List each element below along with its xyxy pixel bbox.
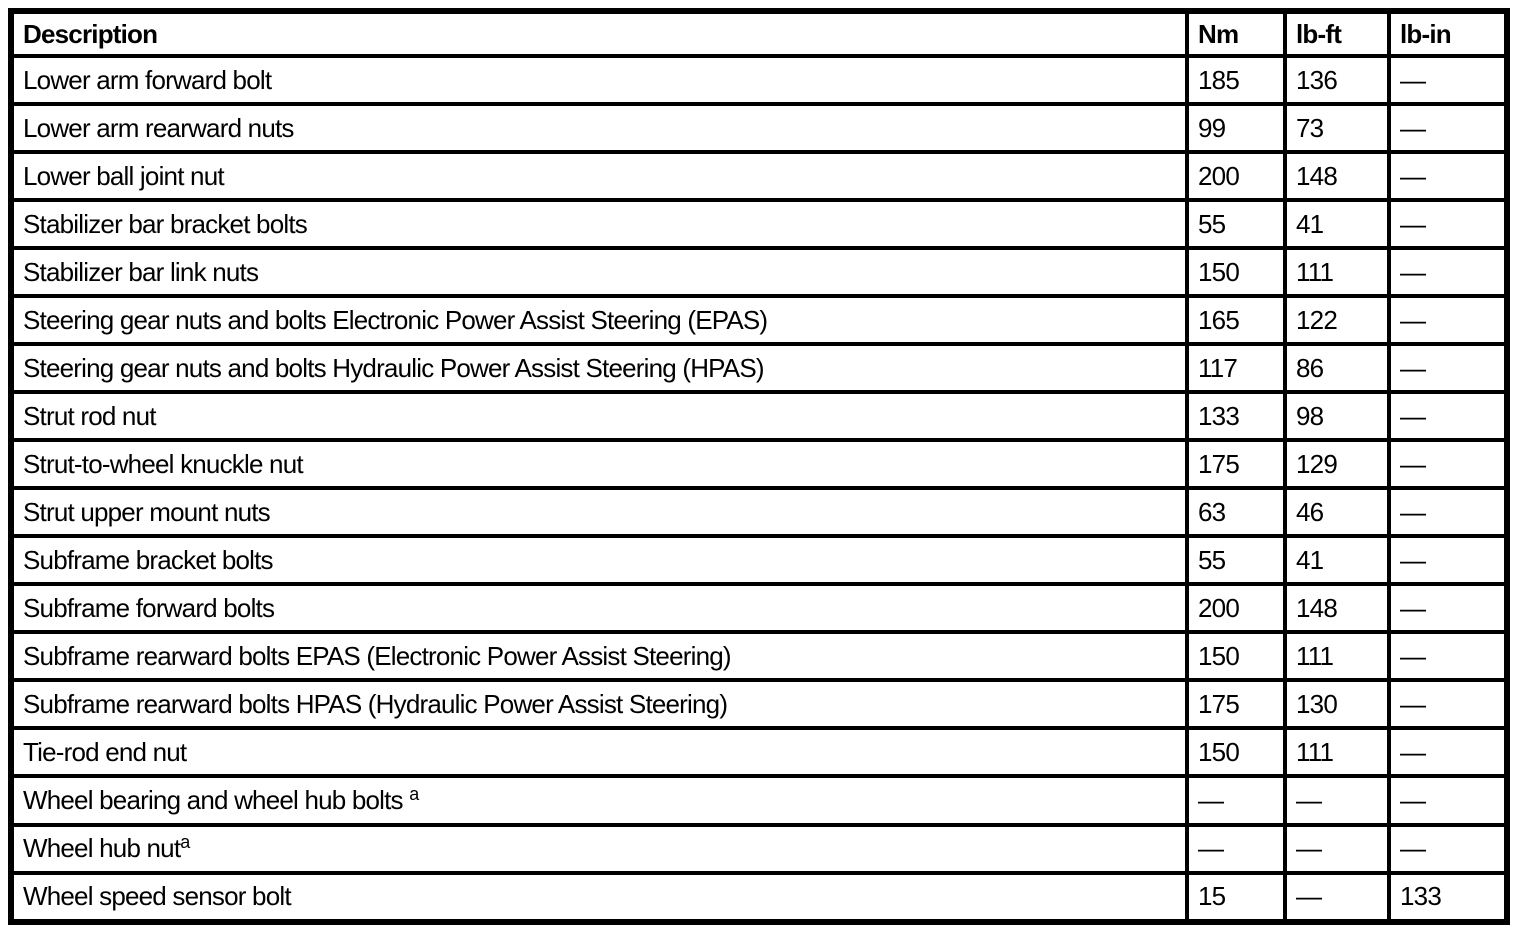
cell-lbft: 148 xyxy=(1285,584,1389,632)
cell-nm: 200 xyxy=(1187,584,1285,632)
cell-description xyxy=(11,296,1187,344)
cell-nm: 15 xyxy=(1187,873,1285,922)
cell-lbin: — xyxy=(1389,104,1507,152)
cell-nm: 165 xyxy=(1187,296,1285,344)
cell-lbin: 133 xyxy=(1389,873,1507,922)
cell-lbin: — xyxy=(1389,56,1507,104)
cell-nm: 185 xyxy=(1187,56,1285,104)
cell-description-text: Stabilizer bar link nuts xyxy=(23,256,259,287)
table-row xyxy=(11,680,1507,728)
cell-description-text: Steering gear nuts and bolts Hydraulic Power Assist Steering (HPAS) xyxy=(23,352,764,383)
cell-lbin: — xyxy=(1389,632,1507,680)
cell-nm: — xyxy=(1187,776,1285,824)
table-row xyxy=(11,536,1507,584)
table-row xyxy=(11,392,1507,440)
cell-lbft: 86 xyxy=(1285,344,1389,392)
cell-description xyxy=(11,104,1187,152)
cell-lbin: — xyxy=(1389,825,1507,873)
table-row xyxy=(11,104,1507,152)
cell-lbft: 98 xyxy=(1285,392,1389,440)
cell-lbin: — xyxy=(1389,728,1507,776)
cell-nm: 175 xyxy=(1187,680,1285,728)
header-row xyxy=(11,11,1507,56)
table-row xyxy=(11,873,1507,922)
table-row xyxy=(11,248,1507,296)
cell-lbft: 46 xyxy=(1285,488,1389,536)
footnote-marker: a xyxy=(409,783,420,804)
cell-description-text: Subframe rearward bolts EPAS (Electronic Power Assist Steering) xyxy=(23,640,731,671)
cell-lbft: — xyxy=(1285,776,1389,824)
column-header-description: Description xyxy=(11,11,1187,56)
cell-nm: 99 xyxy=(1187,104,1285,152)
cell-description-text: Subframe rearward bolts HPAS (Hydraulic Power Assist Steering) xyxy=(23,688,728,719)
cell-description-text: Lower arm forward bolt xyxy=(23,64,272,95)
cell-description xyxy=(11,56,1187,104)
cell-description xyxy=(11,344,1187,392)
cell-lbft: — xyxy=(1285,825,1389,873)
cell-nm: 63 xyxy=(1187,488,1285,536)
cell-lbin: — xyxy=(1389,296,1507,344)
cell-description xyxy=(11,536,1187,584)
cell-description xyxy=(11,200,1187,248)
cell-lbin: — xyxy=(1389,680,1507,728)
cell-lbft: 122 xyxy=(1285,296,1389,344)
cell-lbin: — xyxy=(1389,776,1507,824)
cell-description xyxy=(11,632,1187,680)
cell-description-text: Strut rod nut xyxy=(23,400,156,431)
cell-description-text: Wheel speed sensor bolt xyxy=(23,881,291,912)
column-header-lbft: lb-ft xyxy=(1285,11,1389,56)
cell-description xyxy=(11,488,1187,536)
cell-description-text: Lower ball joint nut xyxy=(23,160,224,191)
cell-description xyxy=(11,248,1187,296)
cell-nm: 150 xyxy=(1187,728,1285,776)
column-header-nm: Nm xyxy=(1187,11,1285,56)
cell-description xyxy=(11,680,1187,728)
cell-description-text: Lower arm rearward nuts xyxy=(23,112,294,143)
cell-description xyxy=(11,873,1187,922)
cell-nm: 150 xyxy=(1187,632,1285,680)
cell-lbft: 41 xyxy=(1285,536,1389,584)
cell-description xyxy=(11,776,1187,824)
cell-lbin: — xyxy=(1389,584,1507,632)
cell-lbin: — xyxy=(1389,536,1507,584)
cell-description xyxy=(11,825,1187,873)
cell-description xyxy=(11,728,1187,776)
cell-description-text: Subframe bracket bolts xyxy=(23,544,273,575)
cell-lbft: 41 xyxy=(1285,200,1389,248)
cell-nm: — xyxy=(1187,825,1285,873)
cell-lbft: 130 xyxy=(1285,680,1389,728)
table-row xyxy=(11,440,1507,488)
cell-description-text: Strut-to-wheel knuckle nut xyxy=(23,448,303,479)
cell-description-text: Steering gear nuts and bolts Electronic Power Assist Steering (EPAS) xyxy=(23,304,768,335)
table-row xyxy=(11,152,1507,200)
cell-lbin: — xyxy=(1389,152,1507,200)
table-row xyxy=(11,344,1507,392)
cell-lbft: — xyxy=(1285,873,1389,922)
cell-description-text: Stabilizer bar bracket bolts xyxy=(23,208,307,239)
cell-description xyxy=(11,440,1187,488)
cell-nm: 55 xyxy=(1187,536,1285,584)
cell-lbin: — xyxy=(1389,344,1507,392)
cell-lbft: 111 xyxy=(1285,728,1389,776)
cell-description-text: Wheel bearing and wheel hub bolts xyxy=(23,784,410,815)
table-row xyxy=(11,200,1507,248)
table-row xyxy=(11,584,1507,632)
cell-nm: 175 xyxy=(1187,440,1285,488)
cell-nm: 133 xyxy=(1187,392,1285,440)
cell-description xyxy=(11,152,1187,200)
cell-lbin: — xyxy=(1389,200,1507,248)
cell-description-text: Wheel hub nut xyxy=(23,833,181,864)
table-row xyxy=(11,728,1507,776)
table-row xyxy=(11,825,1507,873)
column-header-lbin: lb-in xyxy=(1389,11,1507,56)
cell-description-text: Subframe forward bolts xyxy=(23,592,275,623)
table-body xyxy=(11,56,1507,922)
cell-nm: 55 xyxy=(1187,200,1285,248)
cell-description-text: Strut upper mount nuts xyxy=(23,496,270,527)
cell-nm: 150 xyxy=(1187,248,1285,296)
cell-nm: 200 xyxy=(1187,152,1285,200)
cell-lbin: — xyxy=(1389,440,1507,488)
cell-lbft: 111 xyxy=(1285,248,1389,296)
table-row xyxy=(11,488,1507,536)
cell-lbft: 148 xyxy=(1285,152,1389,200)
cell-description xyxy=(11,584,1187,632)
cell-lbin: — xyxy=(1389,248,1507,296)
table-row xyxy=(11,632,1507,680)
cell-nm: 117 xyxy=(1187,344,1285,392)
cell-description xyxy=(11,392,1187,440)
cell-description-text: Tie-rod end nut xyxy=(23,736,187,767)
cell-lbin: — xyxy=(1389,392,1507,440)
table-row xyxy=(11,296,1507,344)
cell-lbin: — xyxy=(1389,488,1507,536)
cell-lbft: 111 xyxy=(1285,632,1389,680)
cell-lbft: 73 xyxy=(1285,104,1389,152)
cell-lbft: 136 xyxy=(1285,56,1389,104)
cell-lbft: 129 xyxy=(1285,440,1389,488)
table-header xyxy=(11,11,1507,56)
footnote-marker: a xyxy=(180,832,191,853)
table-row xyxy=(11,56,1507,104)
torque-spec-table xyxy=(8,8,1510,925)
table-row xyxy=(11,776,1507,824)
